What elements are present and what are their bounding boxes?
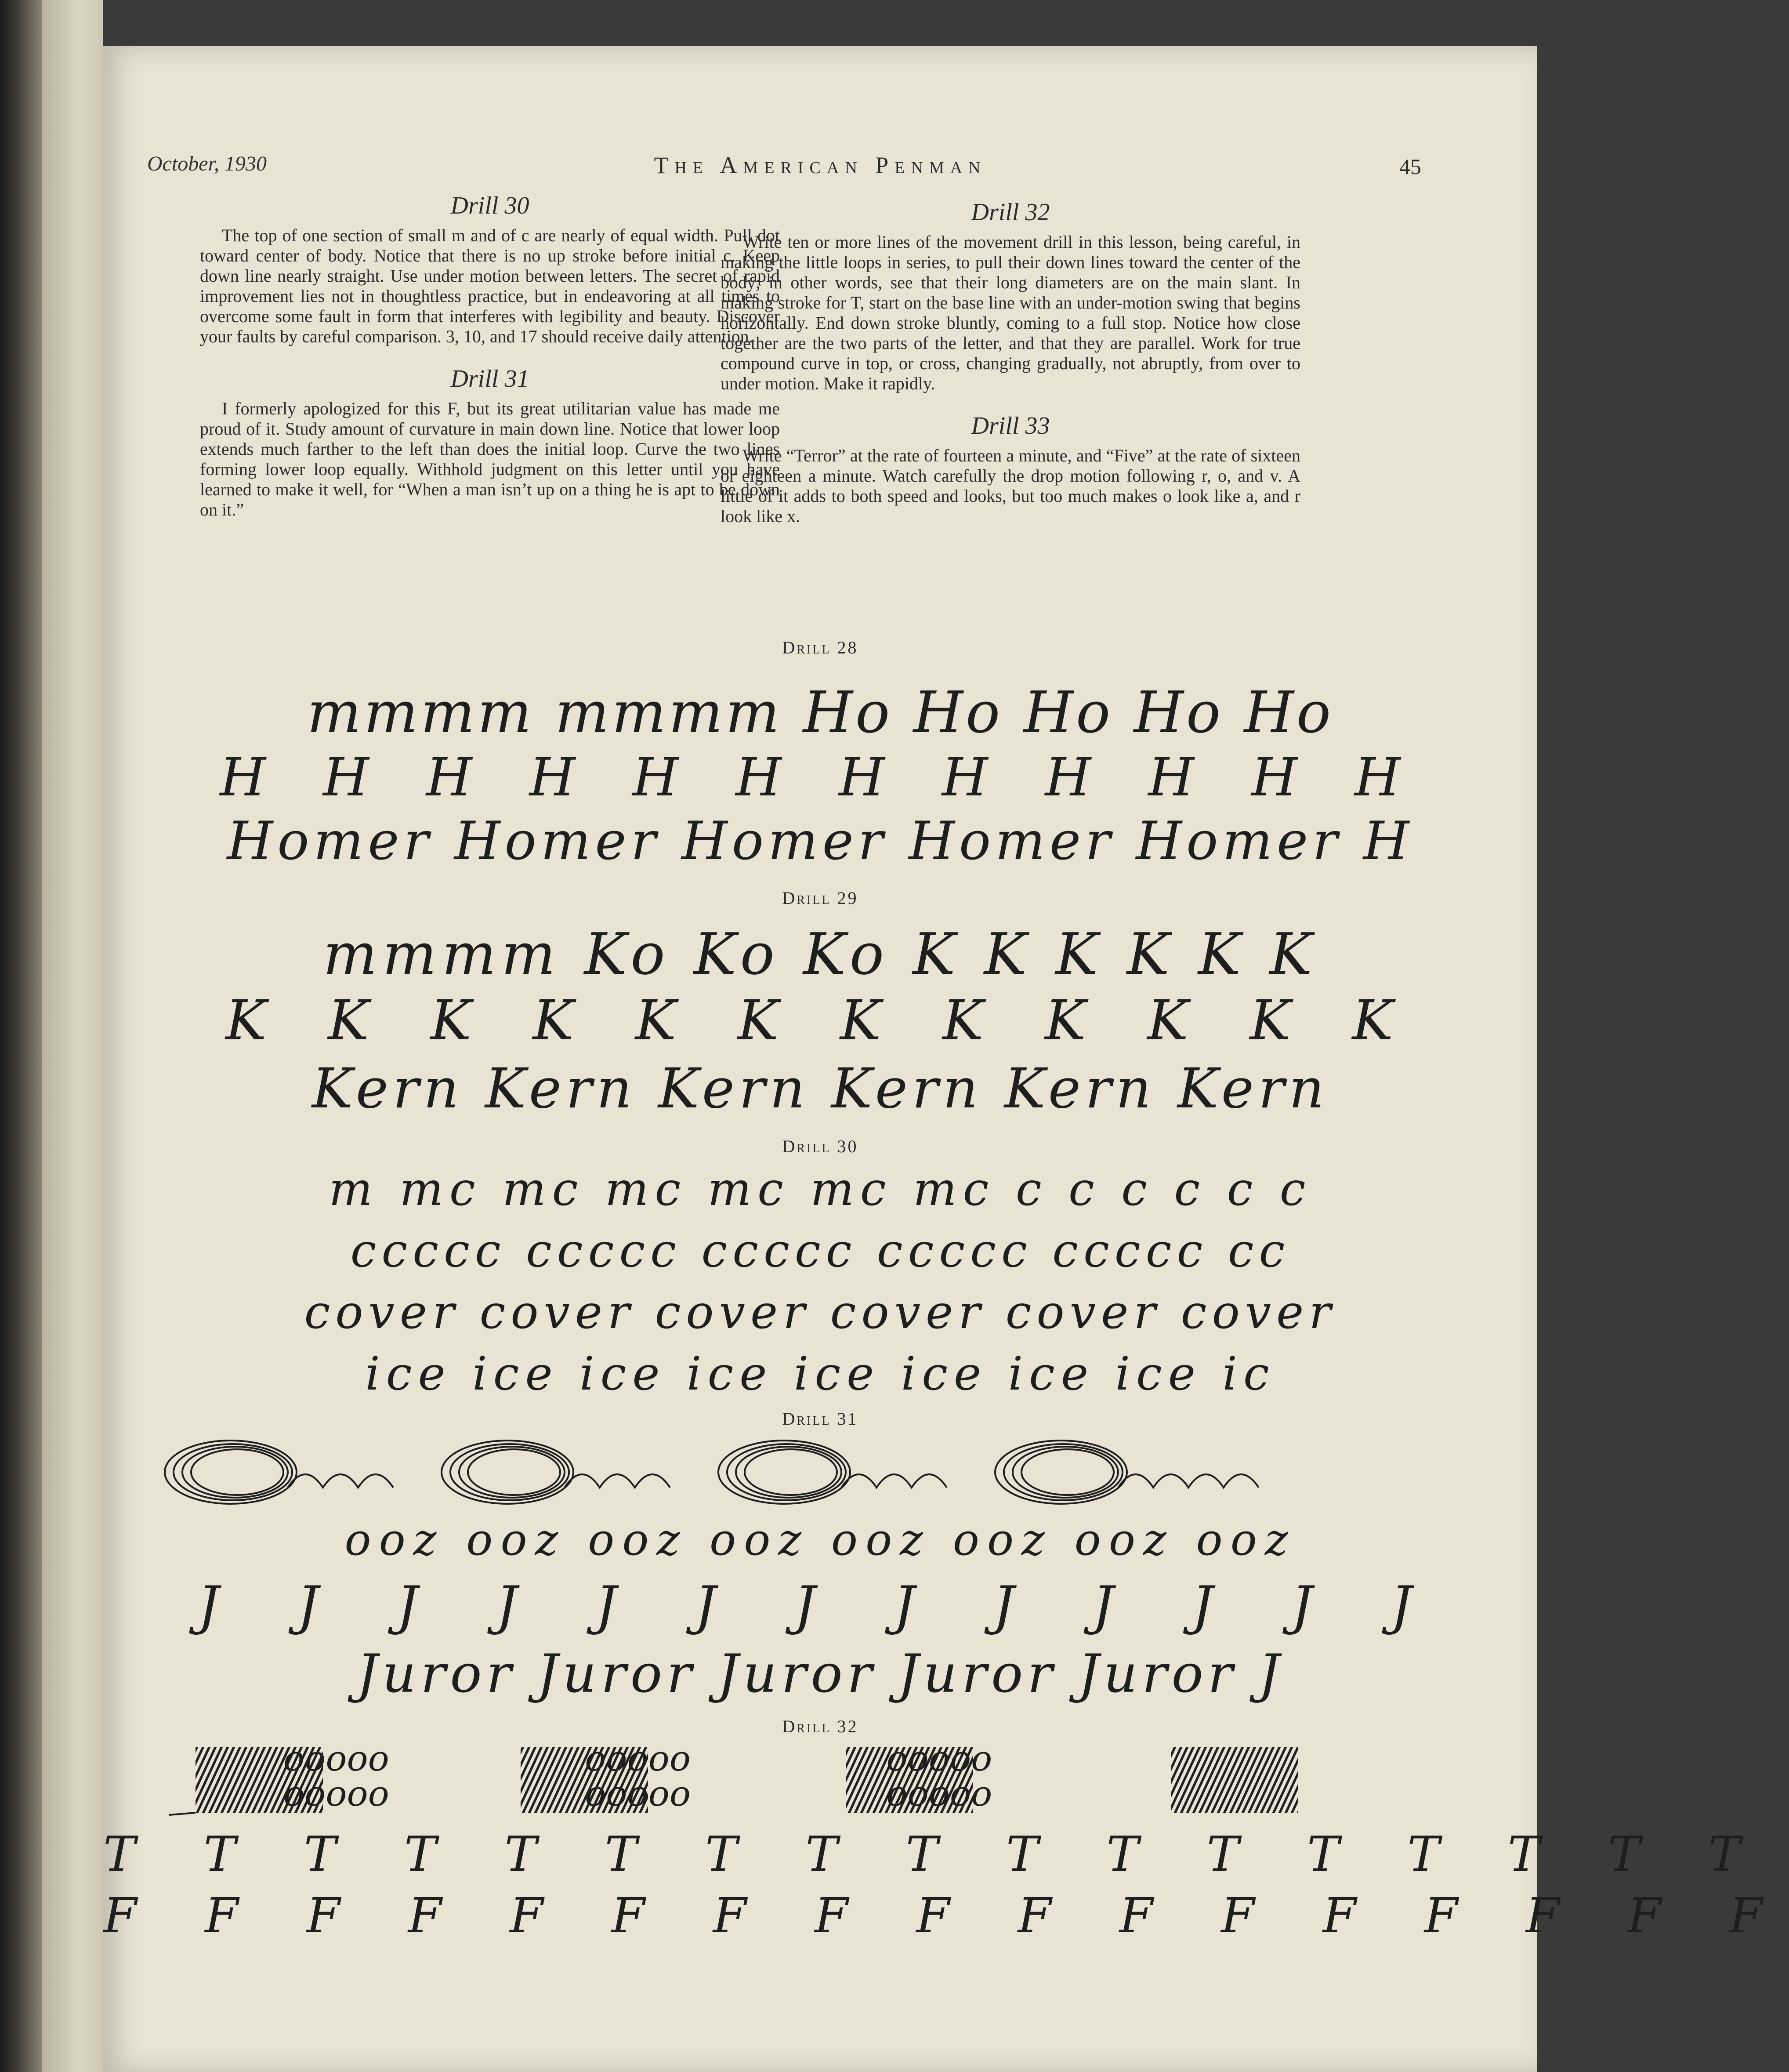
- header-date: October, 1930: [147, 152, 267, 175]
- drill31-title: Drill 31: [450, 365, 529, 392]
- plate-drill28-line3: Homer Homer Homer Homer Homer H: [227, 811, 1414, 872]
- drill32-title: Drill 32: [971, 199, 1050, 226]
- right-column: [721, 199, 1300, 548]
- plate-drill29-line3: Kern Kern Kern Kern Kern Kern: [311, 1057, 1329, 1121]
- drill33-text: Write “Terror” at the rate of fourteen a minute, and “Five” at the rate of sixteen or eighteen a minute. Watch carefully the drop motion following r, o, and v. A little of it adds to both speed and looks, but too much makes o look like a, and r look like x.: [721, 446, 1300, 526]
- plate-drill30-line3: cover cover cover cover cover cover: [304, 1285, 1336, 1339]
- oval-group-3: [718, 1441, 947, 1504]
- plate-drill28-label: Drill 28: [782, 638, 858, 657]
- oval-movement-drill: [156, 1430, 1386, 1514]
- drill30-text: The top of one section of small m and of c are nearly of equal width. Pull dot toward center of body. Notice that there is no up stroke before initial c. Keep down line nearly straight. Use under motion between letters. The secret of rapid improvement lies not in thoughtless practice, but in endeavoring at all times to overcome some fault in form that interferes with legibility and beauty. Discover your faults by careful comparison. 3, 10, and 17 should receive daily attention.: [200, 225, 780, 346]
- plate-drill30-line1: m mc mc mc mc mc mc c c c c c c: [329, 1162, 1312, 1216]
- magazine-page: [103, 46, 1789, 2072]
- plate-drill32-line1: ooooo ooooo ooooo: [283, 1738, 992, 1779]
- drill31-text: I formerly apologized for this F, but its great utilitarian value has made me proud of it. Study amount of curvature in main down line. Notice that lower loop extends much farther to the left than does the initial loop. Curve the two lines forming lower loop equally. Withhold judgment on this letter until you have learned to make it well, for “When a man isn’t up on a thing he is apt to be down on it.”: [200, 399, 780, 519]
- plate-drill32-line2: ooooo ooooo ooooo: [283, 1773, 992, 1814]
- plate-drill29-label: Drill 29: [782, 888, 858, 908]
- plate-drill30-label: Drill 30: [782, 1136, 858, 1156]
- plate-drill29-line1: mmmm Ko Ko Ko K K K K K K: [323, 921, 1318, 987]
- plate-drill31-line3: J J J J J J J J J J J J J: [198, 1575, 1443, 1637]
- drill33-title: Drill 33: [971, 412, 1050, 439]
- plate-drill31-label: Drill 31: [782, 1409, 858, 1429]
- plate-drill31-line4: Juror Juror Juror Juror Juror J: [356, 1644, 1284, 1705]
- plate-drill30-line2: ccccc ccccc ccccc ccccc ccccc cc: [350, 1224, 1290, 1277]
- book-spine: [0, 0, 42, 2072]
- page-number: 45: [1399, 154, 1421, 179]
- plate-drill32-label: Drill 32: [782, 1716, 858, 1736]
- plate-drill31-line2: ooz ooz ooz ooz ooz ooz ooz ooz: [344, 1514, 1296, 1565]
- plate-drill32-line4: F F F F F F F F F F F F F F F F F: [103, 1887, 1789, 1944]
- header-title: The American Penman: [654, 152, 987, 178]
- oval-group-1: [165, 1441, 393, 1504]
- plate-drill32-line3: T T T T T T T T T T T T T T T T T: [103, 1826, 1767, 1882]
- plate-drill28-line2: H H H H H H H H H H H H: [220, 747, 1421, 808]
- plate-drill29-line2: K K K K K K K K K K K K: [225, 989, 1415, 1052]
- left-column: [200, 192, 780, 542]
- plate-drill28-line1: mmmm mmmm Ho Ho Ho Ho Ho: [307, 679, 1334, 746]
- drill30-title: Drill 30: [450, 192, 529, 219]
- plate-drill30-line4: ice ice ice ice ice ice ice ice ic: [365, 1347, 1275, 1401]
- previous-page-edge: [42, 0, 103, 2072]
- oval-group-4: [995, 1441, 1259, 1504]
- drill32-text: Write ten or more lines of the movement drill in this lesson, being careful, in making the little loops in series, to pull their down lines toward the center of the body; in other words, see that their long diameters are on the main slant. In making stroke for T, start on the base line with an under-motion swing that begins horizontally. End down stroke bluntly, coming to a full stop. Notice how close together are the two parts of the letter, and that they are parallel. Work for true compound curve in top, or cross, changing gradually, not abruptly, from over to under motion. Make it rapidly.: [721, 232, 1300, 393]
- oval-group-2: [442, 1441, 670, 1504]
